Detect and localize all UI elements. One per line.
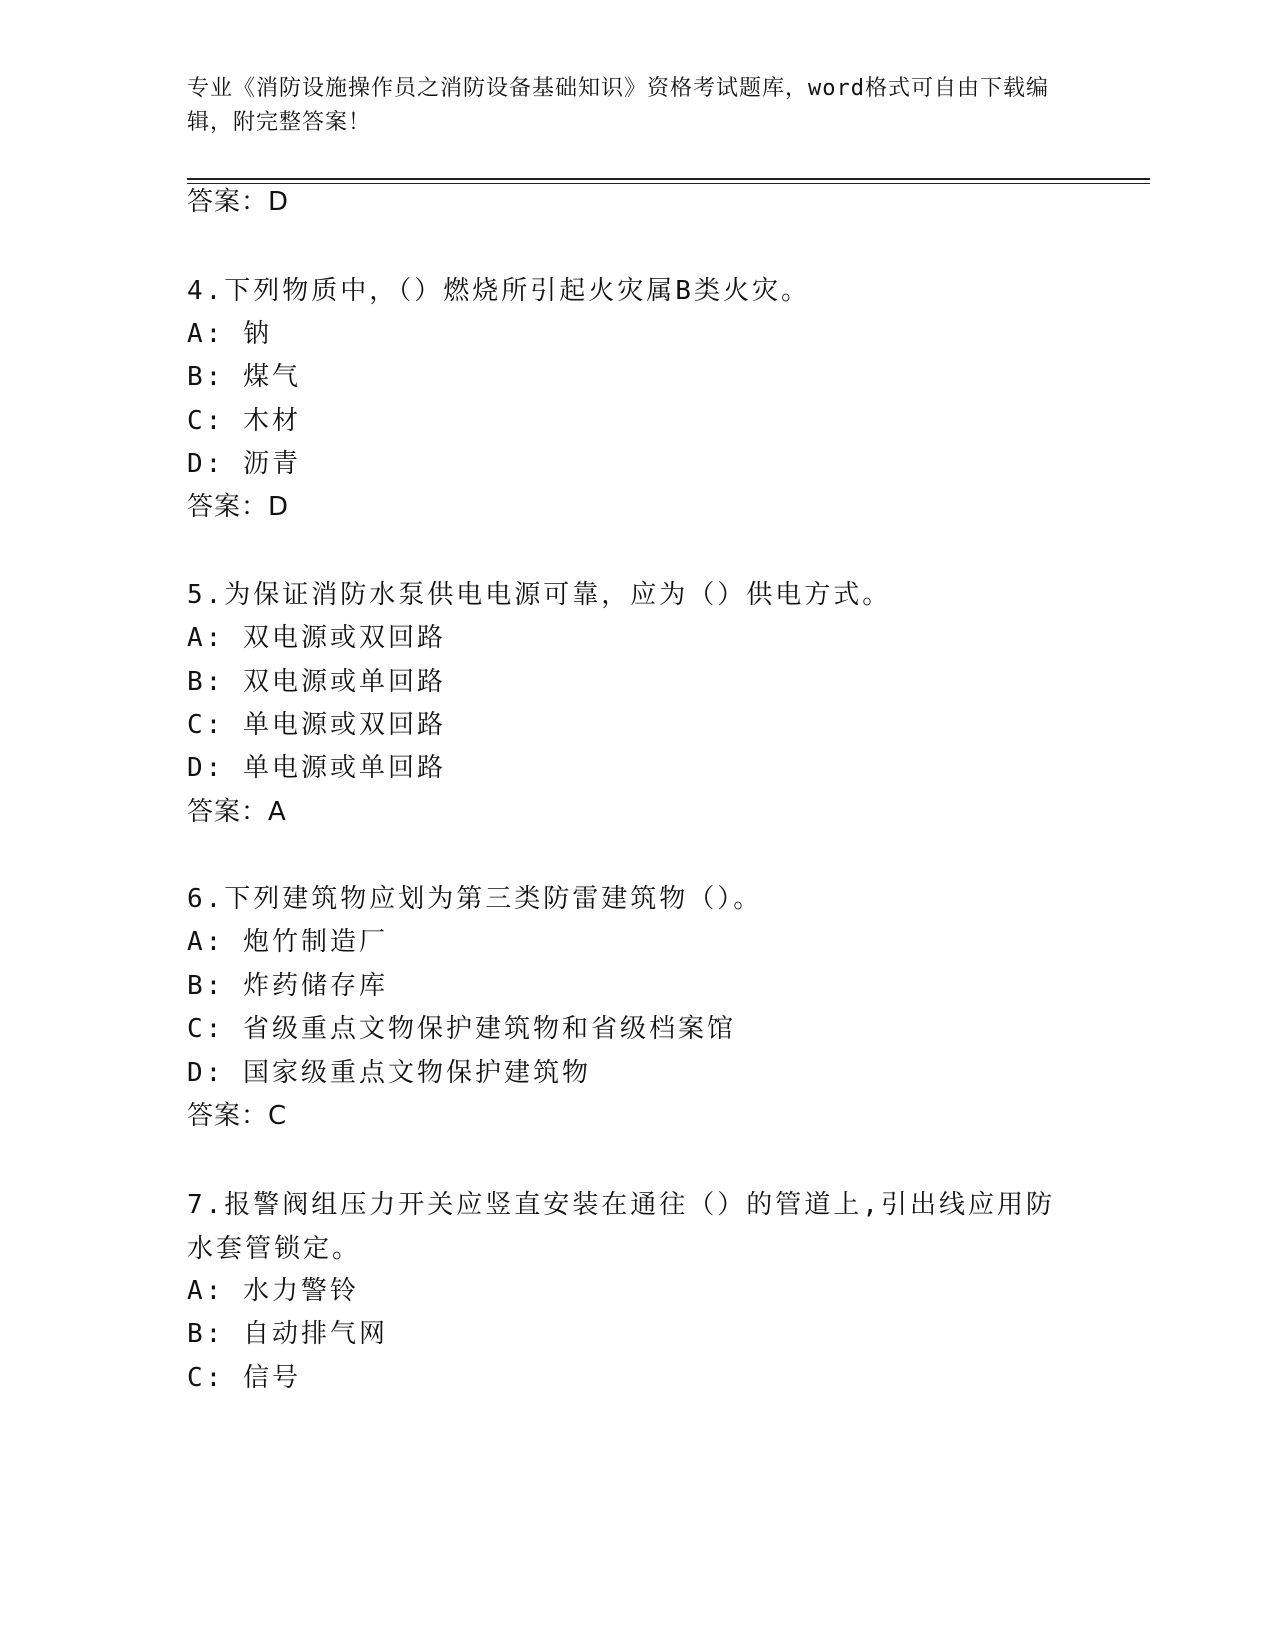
question-5-stem: 5.为保证消防水泵供电电源可靠，应为（）供电方式。 [187, 580, 892, 610]
question-6-option-b: B: 炸药储存库 [187, 971, 388, 1001]
question-4-option-a: A: 钠 [187, 319, 272, 349]
question-5-option-d: D: 单电源或单回路 [187, 753, 446, 783]
question-4-option-d: D: 沥青 [187, 449, 301, 479]
header-divider-thin [187, 183, 1150, 184]
question-6-option-a: A: 炮竹制造厂 [187, 927, 388, 957]
question-5-option-a: A: 双电源或双回路 [187, 623, 446, 653]
header-divider-thick [187, 178, 1150, 180]
question-6-option-d: D: 国家级重点文物保护建筑物 [187, 1058, 591, 1088]
question-6-answer: 答案：C [187, 1101, 288, 1131]
question-7-option-b: B: 自动排气网 [187, 1319, 388, 1349]
question-7-option-c: C: 信号 [187, 1363, 301, 1393]
question-7-stem: 7.报警阀组压力开关应竖直安装在通往（）的管道上,引出线应用防水套管锁定。 [187, 1190, 1055, 1264]
question-6-option-c: C: 省级重点文物保护建筑物和省级档案馆 [187, 1014, 736, 1044]
question-7-option-a: A: 水力警铃 [187, 1276, 359, 1306]
document-header: 专业《消防设施操作员之消防设备基础知识》资格考试题库，word格式可自由下载编辑，附完整答案！ [187, 76, 1049, 135]
question-5-answer: 答案：A [187, 797, 287, 827]
question-5-option-b: B: 双电源或单回路 [187, 667, 446, 697]
question-4-answer: 答案：D [187, 492, 290, 522]
question-4-option-b: B: 煤气 [187, 362, 301, 392]
question-5-option-c: C: 单电源或双回路 [187, 710, 446, 740]
answer-prev-question: 答案：D [187, 187, 290, 217]
question-4-option-c: C: 木材 [187, 406, 301, 436]
question-6-stem: 6.下列建筑物应划为第三类防雷建筑物（）。 [187, 884, 763, 914]
question-4-stem: 4.下列物质中，（）燃烧所引起火灾属B类火灾。 [187, 276, 810, 306]
